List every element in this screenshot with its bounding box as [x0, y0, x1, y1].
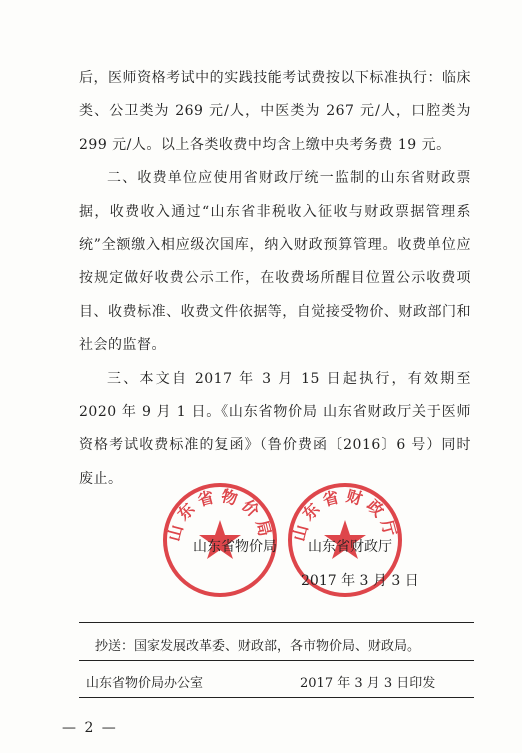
footer-middle-rule	[79, 660, 474, 661]
signature-finance-department: 山东省财政厅	[308, 539, 392, 555]
footer-bottom-rule	[79, 697, 474, 698]
signature-price-bureau: 山东省物价局	[193, 539, 277, 555]
svg-text:山东省物价局: 山东省物价局	[164, 486, 276, 544]
document-body	[79, 62, 471, 496]
paragraph-1: 后，医师资格考试中的实践技能考试费按以下标准执行：临床类、公卫类为 269 元/人，中医类为 267 元/人，口腔类为 299 元/人。以上各类收费中均含上缴中央考务费 19 元。	[79, 70, 471, 153]
paragraph-3: 三、本文自 2017 年 3 月 15 日起执行，有效期至 2020 年 9 月 1 日。《山东省物价局 山东省财政厅关于医师资格考试收费标准的复函》（鲁价费函〔2016〕6 号）同时废止。	[79, 370, 471, 487]
page-number: — 2 —	[62, 720, 118, 736]
svg-text:山东省财政厅: 山东省财政厅	[289, 486, 401, 544]
signature-date: 2017 年 3 月 3 日	[301, 573, 419, 589]
footer-top-rule	[79, 622, 474, 623]
cc-line: 抄送：国家发展改革委、财政部，各市物价局、财政局。	[95, 639, 421, 654]
paragraph-2: 二、收费单位应使用省财政厅统一监制的山东省财政票据，收费收入通过“山东省非税收入征收与财政票据管理系统”全额缴入相应级次国库，纳入财政预算管理。收费单位应按规定做好收费公示工作，在收费场所醒目位置公示收费项目、收费标准、收费文件依据等，自觉接受物价、财政部门和社会的监督。	[79, 170, 471, 354]
issuing-office: 山东省物价局办公室	[86, 676, 204, 691]
print-date: 2017 年 3 月 3 日印发	[300, 676, 436, 691]
